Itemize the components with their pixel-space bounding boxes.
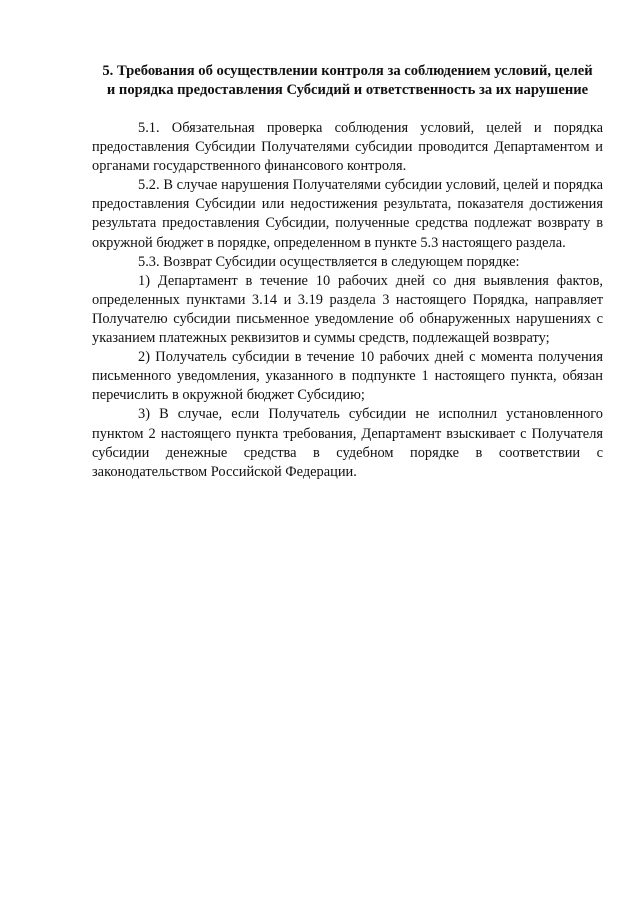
- paragraph-5-1: 5.1. Обязательная проверка соблюдения условий, целей и порядка предоставления Субсидии Получателями субсидии проводится Департаментом и органами государственного финансового контроля.: [92, 120, 603, 175]
- paragraph-5-2: 5.2. В случае нарушения Получателями субсидии условий, целей и порядка предоставления Субсидии или недостижения результата, показателя достижения результата предоставления Субсидии, полученные средства подлежат возврату в окружной бюджет в порядке, определенном в пункте 5.3 настоящего раздела.: [92, 177, 603, 251]
- section-heading-line-1: 5. Требования об осуществлении контроля за соблюдением условий, целей: [102, 63, 593, 79]
- section-heading: [92, 62, 603, 100]
- subparagraph-3: 3) В случае, если Получатель субсидии не исполнил установленного пунктом 2 настоящего пункта требования, Департамент взыскивает с Получателя субсидии денежные средства в судебном порядке в соответствии с законодательством Российской Федерации.: [92, 406, 603, 480]
- subparagraph-2: 2) Получатель субсидии в течение 10 рабочих дней с момента получения письменного уведомления, указанного в подпункте 1 настоящего пункта, обязан перечислить в окружной бюджет Субсидию;: [92, 349, 603, 404]
- section-heading-line-2: и порядка предоставления Субсидий и ответственность за их нарушение: [106, 82, 589, 98]
- subparagraph-1: 1) Департамент в течение 10 рабочих дней со дня выявления фактов, определенных пунктами 3.14 и 3.19 раздела 3 настоящего Порядка, направляет Получателю субсидии письменное уведомление об обнаруженных нарушениях с указанием платежных реквизитов и суммы средств, подлежащей возврату;: [92, 272, 603, 347]
- section-body: [92, 119, 603, 482]
- paragraph-5-3: 5.3. Возврат Субсидии осуществляется в следующем порядке:: [138, 253, 520, 270]
- document-page: [92, 62, 603, 482]
